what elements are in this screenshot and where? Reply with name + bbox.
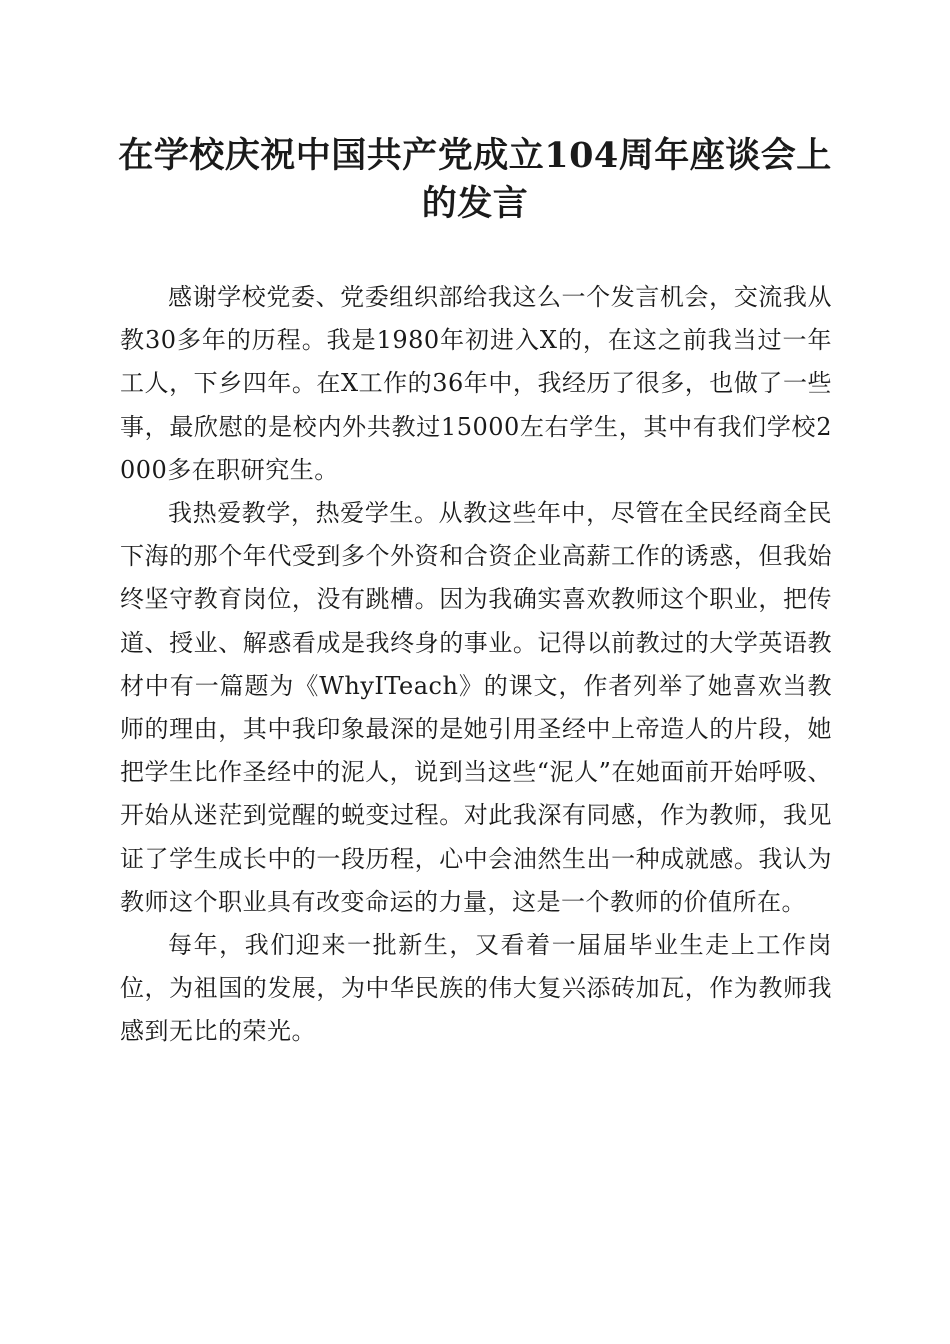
document-title: 在学校庆祝中国共产党成立104周年座谈会上的发言 <box>118 135 832 224</box>
paragraph-3: 每年，我们迎来一批新生，又看着一届届毕业生走上工作岗位，为祖国的发展，为中华民族的伟大复兴添砖加瓦，作为教师我感到无比的荣光。 <box>120 931 832 1046</box>
paragraph-2: 我热爱教学，热爱学生。从教这些年中，尽管在全民经商全民下海的那个年代受到多个外资和合资企业高薪工作的诱惑，但我始终坚守教育岗位，没有跳槽。因为我确实喜欢教师这个职业，把传道、授业、解惑看成是我终身的事业。记得以前教过的大学英语教材中有一篇题为《WhyITeach》的课文，作者列举了她喜欢当教师的理由，其中我印象最深的是她引用圣经中上帝造人的片段，她把学生比作圣经中的泥人，说到当这些“泥人”在她面前开始呼吸、开始从迷茫到觉醒的蜕变过程。对此我深有同感，作为教师，我见证了学生成长中的一段历程，心中会油然生出一种成就感。我认为教师这个职业具有改变命运的力量，这是一个教师的价值所在。 <box>120 499 832 916</box>
document-body <box>120 276 832 1054</box>
paragraph-1: 感谢学校党委、党委组织部给我这么一个发言机会，交流我从教30多年的历程。我是1980年初进入X的，在这之前我当过一年工人，下乡四年。在X工作的36年中，我经历了很多，也做了一些事，最欣慰的是校内外共教过15000左右学生，其中有我们学校2000多在职研究生。 <box>120 283 832 484</box>
